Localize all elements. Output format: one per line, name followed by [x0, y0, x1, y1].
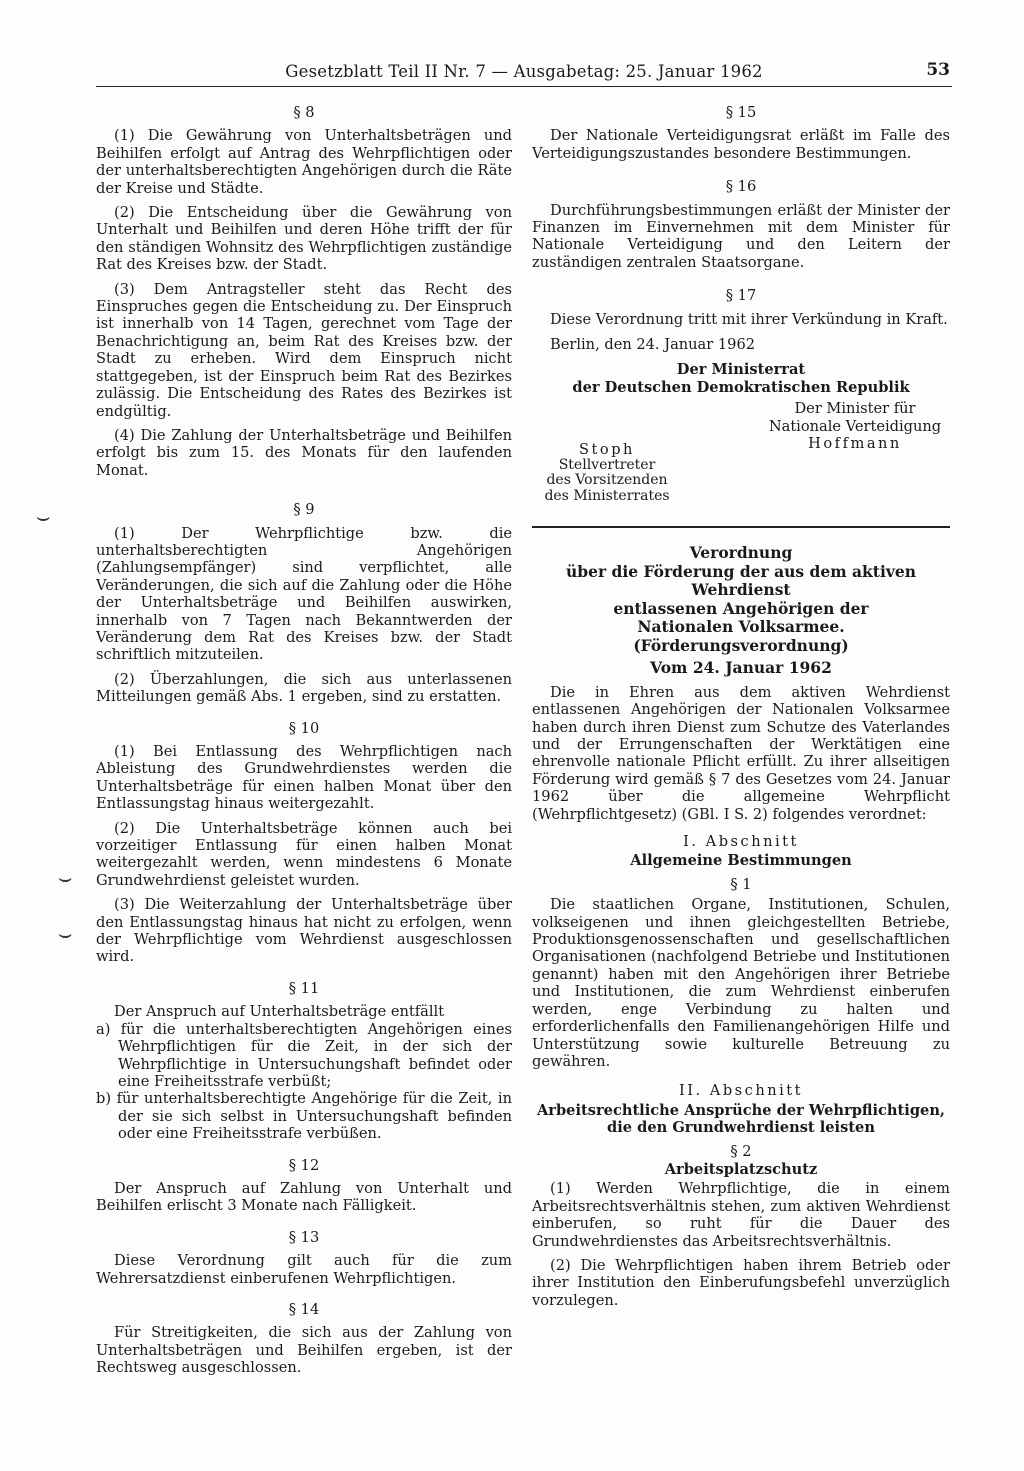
paragraph: Diese Verordnung tritt mit ihrer Verkündung in Kraft.: [550, 310, 948, 328]
minister-name: Hoffmann: [808, 435, 902, 453]
paragraph: (1) Bei Entlassung des Wehrpflichtigen nach Ableistung des Grundwehrdienstes werden die Unterhaltsbeträge für einen halben Monat über den Entlassungstag hinaus weitergezahlt.: [96, 743, 512, 813]
paragraph: (1) Die Gewährung von Unterhaltsbeträgen und Beihilfen erfolgt auf Antrag des Wehrpflichtigen oder der unterhaltsberechtigten Angehörigen durch die Räte der Kreise und Städte.: [96, 127, 512, 197]
place-date: Berlin, den 24. Januar 1962: [550, 336, 756, 354]
header-title: Gesetzblatt Teil II Nr. 7 — Ausgabetag: 25. Januar 1962: [285, 62, 763, 81]
section-heading: § 2: [730, 1142, 752, 1160]
left-column: [96, 104, 512, 1377]
section-heading: § 13: [288, 1228, 320, 1246]
section-heading: § 10: [288, 719, 320, 737]
part-title-line2: die den Grundwehrdienst leisten: [607, 1119, 875, 1137]
deputy-title: Stellvertreter: [558, 456, 656, 473]
minister-signature: [760, 400, 950, 452]
regulation-date: Vom 24. Januar 1962: [650, 658, 832, 678]
paragraph: (2) Die Entscheidung über die Gewährung von Unterhalt und Beihilfen und deren Höhe trifft der für den ständigen Wohnsitz des Wehrpflichtigen zuständige Rat des Kreises bzw. der Stadt.: [96, 204, 512, 274]
deputy-name: Stoph: [579, 441, 635, 459]
page-number: 53: [926, 60, 950, 80]
list-item: b) für unterhaltsberechtigte Angehörige für die Zeit, in der sie sich selbst in Untersuchungshaft befinden oder eine Freiheitsstrafe verbüßen.: [96, 1090, 512, 1143]
right-column: [532, 104, 950, 1309]
regulation-title-line: entlassenen Angehörigen der: [613, 598, 869, 618]
section-heading: § 1: [730, 875, 752, 893]
paragraph: (2) Die Wehrpflichtigen haben ihrem Betrieb oder ihrer Institution den Einberufungsbefehl unverzüglich vorzulegen.: [532, 1256, 950, 1309]
section-title: Arbeitsplatzschutz: [664, 1160, 818, 1178]
paragraph: Für Streitigkeiten, die sich aus der Zahlung von Unterhaltsbeträgen und Beihilfen ergeben, ist der Rechtsweg ausgeschlossen.: [96, 1324, 512, 1377]
section-heading: § 8: [293, 104, 315, 121]
regulation-title-line: (Förderungsverordnung): [633, 635, 849, 655]
part-title: Allgemeine Bestimmungen: [630, 852, 852, 870]
running-header: [96, 60, 952, 87]
paragraph: (1) Werden Wehrpflichtige, die in einem Arbeitsrechtsverhältnis stehen, zum aktiven Wehrdienst einberufen, so ruht für die Dauer des Grundwehrdienstes das Arbeitsrechtsverhältnis.: [532, 1180, 950, 1250]
paragraph: Die staatlichen Organe, Institutionen, Schulen, volkseigenen und ihnen gleichgestellten Betriebe, Produktionsgenossenschaften und gesellschaftlichen Organisationen (nachfolgend Betriebe und Institutionen genannt) haben mit den Angehörigen ihrer Betriebe und Institutionen, die zum Wehrdienst einberufen werden, enge Verbindung zu halten und erforderlichenfalls den Familienangehörigen Hilfe und Unterstützung sowie kulturelle Betreuung zu gewähren.: [532, 896, 950, 1070]
paragraph: Diese Verordnung gilt auch für die zum Wehrersatzdienst einberufenen Wehrpflichtigen.: [96, 1252, 512, 1287]
section-heading: § 17: [725, 287, 757, 305]
deputy-title-line3: des Ministerrates: [544, 487, 670, 504]
signature-block: [532, 400, 950, 512]
divider: [532, 526, 950, 528]
regulation-title-line: Verordnung: [689, 543, 793, 563]
regulation-title-line: Nationalen Volksarmee.: [637, 617, 845, 637]
section-heading: § 12: [288, 1156, 320, 1174]
section-heading: § 16: [725, 178, 757, 196]
margin-mark: ⌣: [58, 866, 73, 891]
section-heading: § 11: [288, 979, 320, 997]
paragraph: (2) Überzahlungen, die sich aus unterlassenen Mitteilungen gemäß Abs. 1 ergeben, sind zu erstatten.: [96, 670, 512, 706]
council-name-line2: der Deutschen Demokratischen Republik: [572, 378, 910, 396]
paragraph: (3) Die Weiterzahlung der Unterhaltsbeträge über den Entlassungstag hinaus hat nicht zu erfolgen, wenn der Wehrpflichtige vom Wehrdienst ausgeschlossen wird.: [96, 896, 512, 966]
section-heading: § 14: [288, 1300, 320, 1318]
minister-title-line2: Nationale Verteidigung: [768, 417, 942, 435]
margin-mark: ⌣: [58, 922, 73, 947]
deputy-signature: [532, 442, 682, 504]
council-name: Der Ministerrat: [676, 361, 806, 379]
regulation-title-line: über die Förderung der aus dem aktiven Wehrdienst: [566, 561, 916, 600]
paragraph: (3) Dem Antragsteller steht das Recht des Einspruches gegen die Entscheidung zu. Der Einspruch ist innerhalb von 14 Tagen, gerechnet vom Tage der Benachrichtigung an, beim Rat des Kreises bzw. der Stadt zu erheben. Wird dem Einspruch nicht stattgegeben, ist der Einspruch beim Rat des Bezirkes zulässig. Die Entscheidung des Rates des Bezirkes ist endgültig.: [96, 280, 512, 420]
paragraph: (1) Der Wehrpflichtige bzw. die unterhaltsberechtigten Angehörigen (Zahlungsempfänger) sind verpflichtet, alle Veränderungen, die sich auf die Zahlung oder die Höhe der Unterhaltsbeträge und Beihilfen auswirken, innerhalb von 7 Tagen nach Bekanntwerden der Veränderung dem Rat des Kreises bzw. der Stadt schriftlich mitzuteilen.: [96, 524, 512, 664]
paragraph: Der Anspruch auf Unterhaltsbeträge entfällt: [114, 1003, 445, 1021]
part-label: II. Abschnitt: [678, 1082, 804, 1100]
part-label: I. Abschnitt: [683, 833, 799, 851]
paragraph: (2) Die Unterhaltsbeträge können auch bei vorzeitiger Entlassung für einen halben Monat weitergezahlt werden, wenn mindestens 6 Monate Grundwehrdienst geleistet wurden.: [96, 819, 512, 889]
part-title: Arbeitsrechtliche Ansprüche der Wehrpflichtigen,: [536, 1101, 946, 1119]
list-item: a) für die unterhaltsberechtigten Angehörigen eines Wehrpflichtigen für die Zeit, in der sich der Wehrpflichtige in Untersuchungshaft befindet oder eine Freiheitsstrafe verbüßt;: [96, 1020, 512, 1090]
minister-title: Der Minister für: [794, 400, 916, 418]
margin-mark: ⌣: [36, 505, 51, 530]
paragraph: (4) Die Zahlung der Unterhaltsbeträge und Beihilfen erfolgt bis zum 15. des Monats für den laufenden Monat.: [96, 426, 512, 479]
paragraph: Durchführungsbestimmungen erläßt der Minister der Finanzen im Einvernehmen mit dem Minister für Nationale Verteidigung und den Leitern der zuständigen zentralen Staatsorgane.: [532, 201, 950, 271]
paragraph: Der Nationale Verteidigungsrat erläßt im Falle des Verteidigungszustandes besondere Bestimmungen.: [532, 127, 950, 162]
section-heading: § 9: [293, 501, 315, 519]
preamble: Die in Ehren aus dem aktiven Wehrdienst entlassenen Angehörigen der Nationalen Volksarmee haben durch ihren Dienst zum Schutze des Vaterlandes und der Errungenschaften der Werktätigen eine ehrenvolle nationale Pflicht erfüllt. Zu ihrer allseitigen Förderung wird gemäß § 7 des Gesetzes vom 24. Januar 1962 über die allgemeine Wehrpflicht (Wehrpflichtgesetz) (GBl. I S. 2) folgendes verordnet:: [532, 683, 950, 823]
deputy-title-line2: des Vorsitzenden: [546, 472, 668, 489]
paragraph: Der Anspruch auf Zahlung von Unterhalt und Beihilfen erlischt 3 Monate nach Fälligkeit.: [96, 1179, 512, 1215]
regulation-title: [532, 544, 950, 678]
section-heading: § 15: [725, 104, 757, 121]
